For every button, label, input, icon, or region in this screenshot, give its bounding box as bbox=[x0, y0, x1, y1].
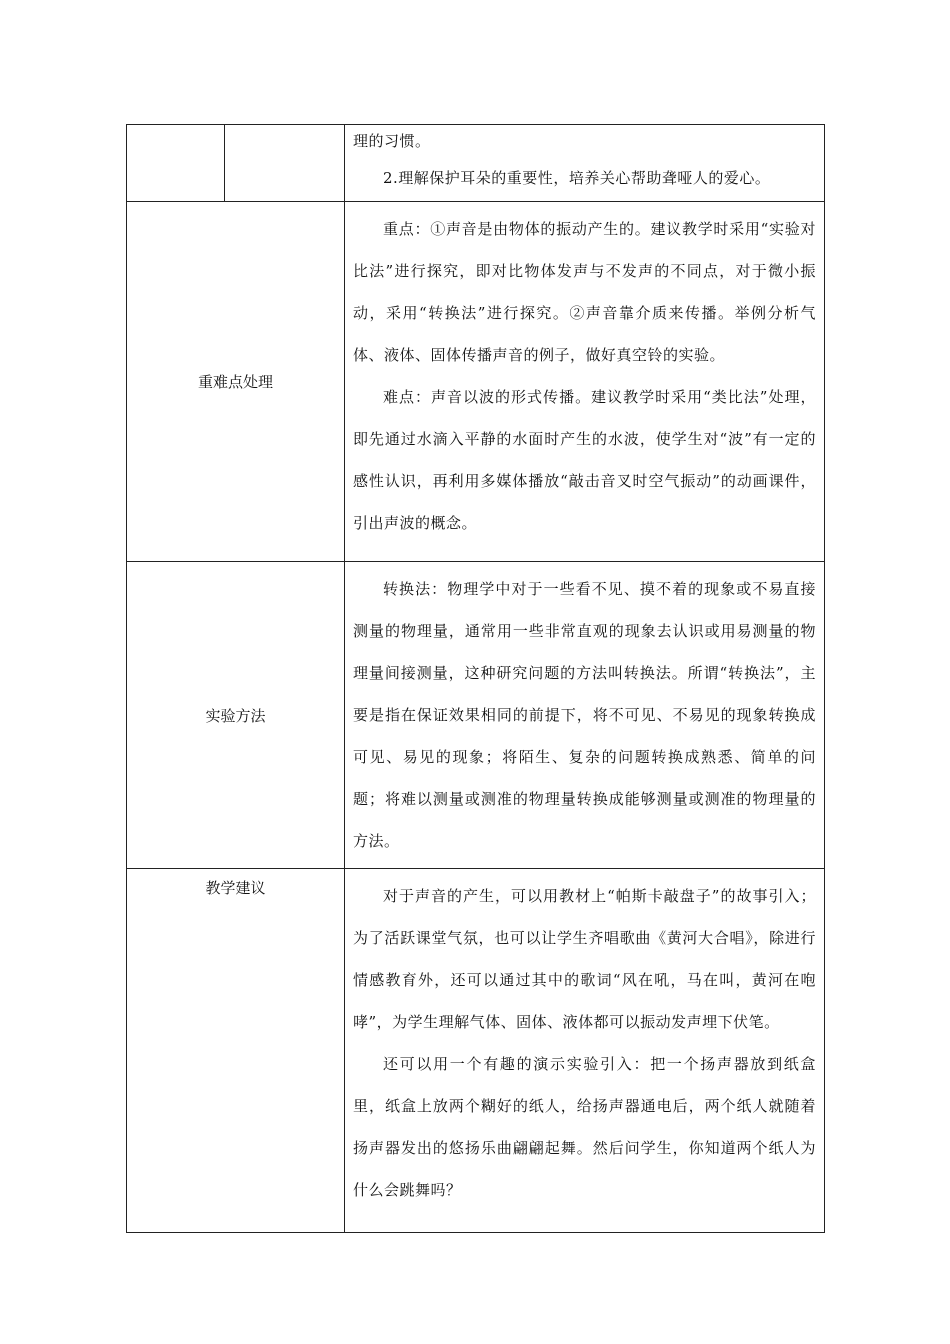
table-row-key-difficult-points bbox=[127, 202, 825, 562]
table-row-objectives-continued bbox=[127, 125, 825, 202]
key-difficult-points-label: 重难点处理 bbox=[127, 202, 345, 562]
objective-line-2: 2.理解保护耳朵的重要性，培养关心帮助聋哑人的爱心。 bbox=[383, 169, 771, 187]
empty-sublabel-cell bbox=[225, 125, 345, 202]
suggestion-paragraph-2: 还可以用一个有趣的演示实验引入：把一个扬声器放到纸盒里，纸盒上放两个糊好的纸人，给扬声器通电后，两个纸人就随着扬声器发出的悠扬乐曲翩翩起舞。然后问学生，你知道两个纸人为什么会跳舞吗？ bbox=[353, 1055, 816, 1199]
teaching-suggestions-label: 教学建议 bbox=[127, 869, 345, 1233]
difficult-points-paragraph: 难点：声音以波的形式传播。建议教学时采用“类比法”处理，即先通过水滴入平静的水面时产生的水波，使学生对“波”有一定的感性认识，再利用多媒体播放“敲击音叉时空气振动”的动画课件，引出声波的概念。 bbox=[353, 388, 816, 532]
teaching-suggestions-text bbox=[345, 869, 825, 1233]
table-row-teaching-suggestions bbox=[127, 869, 825, 1233]
key-points-paragraph: 重点：①声音是由物体的振动产生的。建议教学时采用“实验对比法”进行探究，即对比物体发声与不发声的不同点，对于微小振动，采用“转换法”进行探究。②声音靠介质来传播。举例分析气体、液体、固体传播声音的例子，做好真空铃的实验。 bbox=[353, 220, 816, 364]
experiment-method-text bbox=[345, 562, 825, 869]
experiment-method-label: 实验方法 bbox=[127, 562, 345, 869]
key-difficult-points-text bbox=[345, 202, 825, 562]
conversion-method-paragraph: 转换法：物理学中对于一些看不见、摸不着的现象或不易直接测量的物理量，通常用一些非常直观的现象去认识或用易测量的物理量间接测量，这种研究问题的方法叫转换法。所谓“转换法”，主要是指在保证效果相同的前提下，将不可见、不易见的现象转换成可见、易见的现象；将陌生、复杂的问题转换成熟悉、简单的问题；将难以测量或测准的物理量转换成能够测量或测准的物理量的方法。 bbox=[353, 580, 816, 850]
objectives-text-cell bbox=[345, 125, 825, 202]
empty-label-cell bbox=[127, 125, 225, 202]
lesson-plan-table bbox=[126, 124, 825, 1233]
suggestion-paragraph-1: 对于声音的产生，可以用教材上“帕斯卡敲盘子”的故事引入；为了活跃课堂气氛，也可以让学生齐唱歌曲《黄河大合唱》，除进行情感教育外，还可以通过其中的歌词“风在吼，马在叫，黄河在咆哮”，为学生理解气体、固体、液体都可以振动发声埋下伏笔。 bbox=[353, 887, 816, 1031]
table-row-experiment-method bbox=[127, 562, 825, 869]
objective-line-1: 理的习惯。 bbox=[353, 132, 431, 150]
